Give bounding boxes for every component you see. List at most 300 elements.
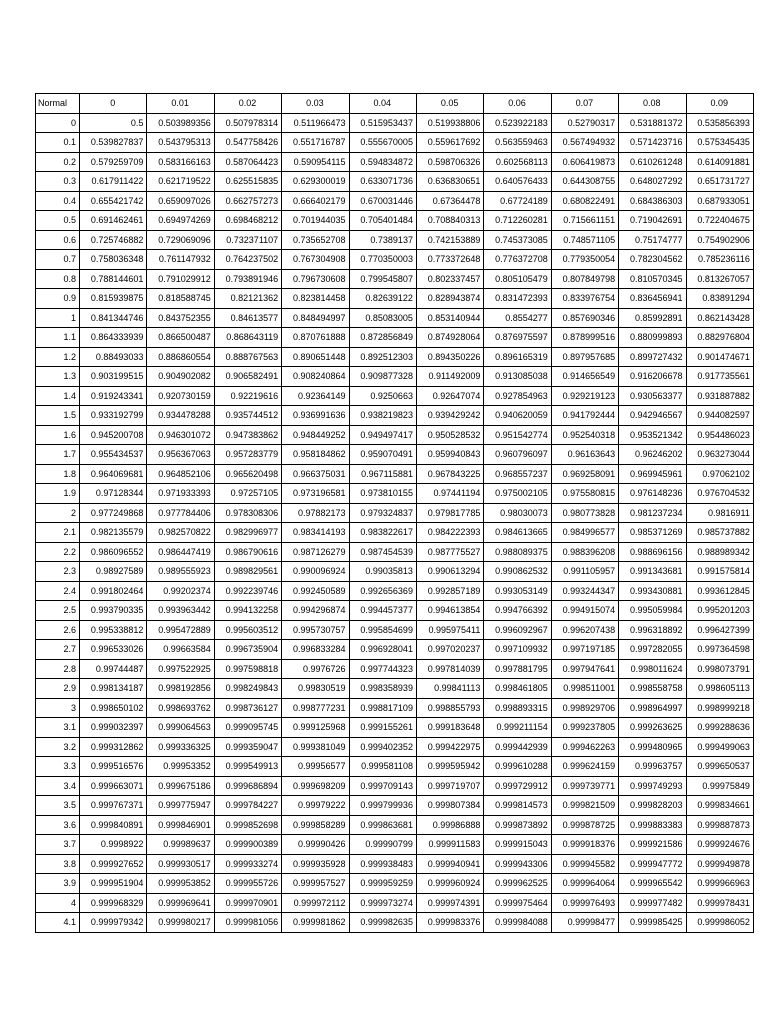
table-cell: 0.745373085 bbox=[484, 230, 551, 250]
table-cell: 0.995338812 bbox=[80, 620, 147, 640]
row-header: 4.1 bbox=[36, 913, 80, 933]
table-cell: 0.967843225 bbox=[416, 464, 483, 484]
table-cell: 0.999915043 bbox=[484, 835, 551, 855]
table-cell: 0.995059984 bbox=[619, 601, 686, 621]
table-cell: 0.999943306 bbox=[484, 854, 551, 874]
table-cell: 0.945200708 bbox=[80, 425, 147, 445]
table-cell: 0.982996977 bbox=[214, 523, 281, 543]
table-row bbox=[36, 542, 754, 562]
table-cell: 0.996427399 bbox=[686, 620, 753, 640]
row-header: 1 bbox=[36, 308, 80, 328]
table-row bbox=[36, 367, 754, 387]
table-row bbox=[36, 328, 754, 348]
table-cell: 0.990096924 bbox=[282, 562, 349, 582]
table-cell: 0.722404675 bbox=[686, 211, 753, 231]
table-cell: 0.636830651 bbox=[416, 172, 483, 192]
table-cell: 0.993244347 bbox=[551, 581, 618, 601]
table-cell: 0.995975411 bbox=[416, 620, 483, 640]
table-cell: 0.942946567 bbox=[619, 406, 686, 426]
row-header: 0.5 bbox=[36, 211, 80, 231]
table-cell: 0.99998477 bbox=[551, 913, 618, 933]
table-cell: 0.999863681 bbox=[349, 815, 416, 835]
table-cell: 0.959070491 bbox=[349, 445, 416, 465]
table-cell: 0.999974391 bbox=[416, 893, 483, 913]
table-cell: 0.999972112 bbox=[282, 893, 349, 913]
row-header: 1.8 bbox=[36, 464, 80, 484]
row-header: 2.7 bbox=[36, 640, 80, 660]
table-cell: 0.99956577 bbox=[282, 757, 349, 777]
table-cell: 0.990613294 bbox=[416, 562, 483, 582]
table-cell: 0.9998922 bbox=[80, 835, 147, 855]
table-cell: 0.999945582 bbox=[551, 854, 618, 874]
table-cell: 0.98030073 bbox=[484, 503, 551, 523]
normal-distribution-table bbox=[35, 93, 754, 933]
table-cell: 0.99841113 bbox=[416, 679, 483, 699]
table-cell: 0.997598818 bbox=[214, 659, 281, 679]
table-cell: 0.999381049 bbox=[282, 737, 349, 757]
table-cell: 0.998893315 bbox=[484, 698, 551, 718]
table-cell: 0.987126279 bbox=[282, 542, 349, 562]
table-cell: 0.935744512 bbox=[214, 406, 281, 426]
table-cell: 0.708840313 bbox=[416, 211, 483, 231]
table-cell: 0.843752355 bbox=[147, 308, 214, 328]
table-cell: 0.916206678 bbox=[619, 367, 686, 387]
table-cell: 0.999986052 bbox=[686, 913, 753, 933]
table-cell: 0.992239746 bbox=[214, 581, 281, 601]
table-cell: 0.587064423 bbox=[214, 152, 281, 172]
table-cell: 0.575345435 bbox=[686, 133, 753, 153]
table-cell: 0.999900389 bbox=[214, 835, 281, 855]
table-cell: 0.929219123 bbox=[551, 386, 618, 406]
table-cell: 0.999981862 bbox=[282, 913, 349, 933]
table-cell: 0.901474671 bbox=[686, 347, 753, 367]
table-cell: 0.99744487 bbox=[80, 659, 147, 679]
table-cell: 0.555670005 bbox=[349, 133, 416, 153]
table-cell: 0.99986888 bbox=[416, 815, 483, 835]
table-cell: 0.651731727 bbox=[686, 172, 753, 192]
table-cell: 0.999155261 bbox=[349, 718, 416, 738]
table-cell: 0.999775947 bbox=[147, 796, 214, 816]
table-cell: 0.999970901 bbox=[214, 893, 281, 913]
table-cell: 0.719042691 bbox=[619, 211, 686, 231]
table-cell: 0.764237502 bbox=[214, 250, 281, 270]
table-cell: 0.712260281 bbox=[484, 211, 551, 231]
table-cell: 0.519938806 bbox=[416, 113, 483, 133]
table-cell: 0.982570822 bbox=[147, 523, 214, 543]
table-cell: 0.82121362 bbox=[214, 289, 281, 309]
table-cell: 0.913085038 bbox=[484, 367, 551, 387]
table-cell: 0.998192856 bbox=[147, 679, 214, 699]
table-cell: 0.991575814 bbox=[686, 562, 753, 582]
table-cell: 0.998605113 bbox=[686, 679, 753, 699]
table-cell: 0.999784227 bbox=[214, 796, 281, 816]
table-cell: 0.996207438 bbox=[551, 620, 618, 640]
table-cell: 0.960796097 bbox=[484, 445, 551, 465]
table-cell: 0.999767371 bbox=[80, 796, 147, 816]
table-cell: 0.725746882 bbox=[80, 230, 147, 250]
table-cell: 0.97257105 bbox=[214, 484, 281, 504]
table-cell: 0.606419873 bbox=[551, 152, 618, 172]
table-cell: 0.973810155 bbox=[349, 484, 416, 504]
table-cell: 0.543795313 bbox=[147, 133, 214, 153]
table-cell: 0.999979342 bbox=[80, 913, 147, 933]
table-cell: 0.956367063 bbox=[147, 445, 214, 465]
table-cell: 0.866500487 bbox=[147, 328, 214, 348]
table-cell: 0.999610288 bbox=[484, 757, 551, 777]
table-cell: 0.99979222 bbox=[282, 796, 349, 816]
table-cell: 0.988989342 bbox=[686, 542, 753, 562]
table-cell: 0.999935928 bbox=[282, 854, 349, 874]
table-cell: 0.999480965 bbox=[619, 737, 686, 757]
row-header: 2.2 bbox=[36, 542, 80, 562]
table-cell: 0.999402352 bbox=[349, 737, 416, 757]
row-header: 0.3 bbox=[36, 172, 80, 192]
table-row bbox=[36, 152, 754, 172]
table-cell: 0.868643119 bbox=[214, 328, 281, 348]
table-cell: 0.523922183 bbox=[484, 113, 551, 133]
table-cell: 0.813267057 bbox=[686, 269, 753, 289]
table-cell: 0.899727432 bbox=[619, 347, 686, 367]
column-header: 0.09 bbox=[686, 94, 753, 114]
table-cell: 0.999973274 bbox=[349, 893, 416, 913]
table-row bbox=[36, 698, 754, 718]
table-cell: 0.999125968 bbox=[282, 718, 349, 738]
table-cell: 0.799545807 bbox=[349, 269, 416, 289]
table-cell: 0.999581108 bbox=[349, 757, 416, 777]
table-cell: 0.949497417 bbox=[349, 425, 416, 445]
table-cell: 0.999821509 bbox=[551, 796, 618, 816]
row-header: 0 bbox=[36, 113, 80, 133]
table-cell: 0.614091881 bbox=[686, 152, 753, 172]
table-cell: 0.986447419 bbox=[147, 542, 214, 562]
table-cell: 0.886860554 bbox=[147, 347, 214, 367]
table-cell: 0.598706326 bbox=[416, 152, 483, 172]
table-cell: 0.776372708 bbox=[484, 250, 551, 270]
table-cell: 0.993963442 bbox=[147, 601, 214, 621]
table-cell: 0.999237805 bbox=[551, 718, 618, 738]
row-header: 3.7 bbox=[36, 835, 80, 855]
table-cell: 0.994613854 bbox=[416, 601, 483, 621]
table-cell: 0.999729912 bbox=[484, 776, 551, 796]
table-cell: 0.967115881 bbox=[349, 464, 416, 484]
header-row bbox=[36, 94, 754, 114]
table-cell: 0.999976493 bbox=[551, 893, 618, 913]
row-header: 2.9 bbox=[36, 679, 80, 699]
table-cell: 0.980773828 bbox=[551, 503, 618, 523]
table-cell: 0.995603512 bbox=[214, 620, 281, 640]
table-cell: 0.994766392 bbox=[484, 601, 551, 621]
table-cell: 0.539827837 bbox=[80, 133, 147, 153]
table-cell: 0.968557237 bbox=[484, 464, 551, 484]
table-cell: 0.997744323 bbox=[349, 659, 416, 679]
row-header: 0.4 bbox=[36, 191, 80, 211]
table-cell: 0.999828203 bbox=[619, 796, 686, 816]
table-cell: 0.999359047 bbox=[214, 737, 281, 757]
table-cell: 0.999953852 bbox=[147, 874, 214, 894]
row-header: 3.6 bbox=[36, 815, 80, 835]
table-cell: 0.995472889 bbox=[147, 620, 214, 640]
table-cell: 0.758036348 bbox=[80, 250, 147, 270]
table-row bbox=[36, 562, 754, 582]
table-cell: 0.96163643 bbox=[551, 445, 618, 465]
table-cell: 0.991343681 bbox=[619, 562, 686, 582]
table-row bbox=[36, 640, 754, 660]
table-cell: 0.610261248 bbox=[619, 152, 686, 172]
table-cell: 0.92647074 bbox=[416, 386, 483, 406]
table-cell: 0.917735561 bbox=[686, 367, 753, 387]
table-cell: 0.828943874 bbox=[416, 289, 483, 309]
table-cell: 0.85992891 bbox=[619, 308, 686, 328]
table-cell: 0.998999218 bbox=[686, 698, 753, 718]
row-header: 3.5 bbox=[36, 796, 80, 816]
table-cell: 0.998134187 bbox=[80, 679, 147, 699]
table-cell: 0.84613577 bbox=[214, 308, 281, 328]
table-cell: 0.930563377 bbox=[619, 386, 686, 406]
table-row bbox=[36, 425, 754, 445]
table-cell: 0.853140944 bbox=[416, 308, 483, 328]
row-header: 0.7 bbox=[36, 250, 80, 270]
table-row bbox=[36, 464, 754, 484]
row-header: 0.6 bbox=[36, 230, 80, 250]
table-cell: 0.988089375 bbox=[484, 542, 551, 562]
table-cell: 0.908240864 bbox=[282, 367, 349, 387]
table-cell: 0.547758426 bbox=[214, 133, 281, 153]
table-cell: 0.625515835 bbox=[214, 172, 281, 192]
table-cell: 0.882976804 bbox=[686, 328, 753, 348]
row-header: 1.2 bbox=[36, 347, 80, 367]
table-cell: 0.99202374 bbox=[147, 581, 214, 601]
table-row bbox=[36, 737, 754, 757]
table-cell: 0.999960924 bbox=[416, 874, 483, 894]
table-cell: 0.535856393 bbox=[686, 113, 753, 133]
table-cell: 0.802337457 bbox=[416, 269, 483, 289]
table-cell: 0.999422975 bbox=[416, 737, 483, 757]
table-cell: 0.939429242 bbox=[416, 406, 483, 426]
table-cell: 0.995730757 bbox=[282, 620, 349, 640]
table-cell: 0.779350054 bbox=[551, 250, 618, 270]
table-cell: 0.996928041 bbox=[349, 640, 416, 660]
table-cell: 0.999064563 bbox=[147, 718, 214, 738]
table-cell: 0.979324837 bbox=[349, 503, 416, 523]
table-row bbox=[36, 503, 754, 523]
table-cell: 0.999663071 bbox=[80, 776, 147, 796]
table-cell: 0.648027292 bbox=[619, 172, 686, 192]
table-cell: 0.999933274 bbox=[214, 854, 281, 874]
table-cell: 0.994132258 bbox=[214, 601, 281, 621]
table-cell: 0.602568113 bbox=[484, 152, 551, 172]
table-cell: 0.640576433 bbox=[484, 172, 551, 192]
table-cell: 0.999965542 bbox=[619, 874, 686, 894]
table-row bbox=[36, 347, 754, 367]
column-header: 0.06 bbox=[484, 94, 551, 114]
table-cell: 0.903199515 bbox=[80, 367, 147, 387]
table-cell: 0.872856849 bbox=[349, 328, 416, 348]
table-cell: 0.732371107 bbox=[214, 230, 281, 250]
table-cell: 0.999499063 bbox=[686, 737, 753, 757]
table-cell: 0.687933051 bbox=[686, 191, 753, 211]
table-cell: 0.999624159 bbox=[551, 757, 618, 777]
table-cell: 0.998929706 bbox=[551, 698, 618, 718]
table-row bbox=[36, 211, 754, 231]
table-row bbox=[36, 796, 754, 816]
table-cell: 0.997020237 bbox=[416, 640, 483, 660]
row-header: 3.4 bbox=[36, 776, 80, 796]
table-cell: 0.617911422 bbox=[80, 172, 147, 192]
table-cell: 0.950528532 bbox=[416, 425, 483, 445]
row-header: 0.2 bbox=[36, 152, 80, 172]
table-cell: 0.955434537 bbox=[80, 445, 147, 465]
table-cell: 0.92364149 bbox=[282, 386, 349, 406]
table-cell: 0.999938483 bbox=[349, 854, 416, 874]
row-header: 1.7 bbox=[36, 445, 80, 465]
table-cell: 0.748571105 bbox=[551, 230, 618, 250]
table-row bbox=[36, 893, 754, 913]
table-cell: 0.888767563 bbox=[214, 347, 281, 367]
table-cell: 0.633071736 bbox=[349, 172, 416, 192]
table-cell: 0.973196581 bbox=[282, 484, 349, 504]
table-cell: 0.997197185 bbox=[551, 640, 618, 660]
table-row bbox=[36, 133, 754, 153]
table-cell: 0.999840891 bbox=[80, 815, 147, 835]
row-header: 3.1 bbox=[36, 718, 80, 738]
table-cell: 0.841344746 bbox=[80, 308, 147, 328]
table-cell: 0.999966963 bbox=[686, 874, 753, 894]
corner-label: Normal bbox=[36, 94, 80, 114]
table-cell: 0.815939875 bbox=[80, 289, 147, 309]
table-cell: 0.944082597 bbox=[686, 406, 753, 426]
table-cell: 0.782304562 bbox=[619, 250, 686, 270]
table-cell: 0.571423716 bbox=[619, 133, 686, 153]
table-cell: 0.67364478 bbox=[416, 191, 483, 211]
table-cell: 0.999263625 bbox=[619, 718, 686, 738]
table-cell: 0.701944035 bbox=[282, 211, 349, 231]
table-cell: 0.998249843 bbox=[214, 679, 281, 699]
table-cell: 0.931887882 bbox=[686, 386, 753, 406]
table-cell: 0.503989356 bbox=[147, 113, 214, 133]
table-cell: 0.99989637 bbox=[147, 835, 214, 855]
table-cell: 0.999940941 bbox=[416, 854, 483, 874]
table-cell: 0.997364598 bbox=[686, 640, 753, 660]
table-cell: 0.991105957 bbox=[551, 562, 618, 582]
table-row bbox=[36, 659, 754, 679]
table-cell: 0.999183648 bbox=[416, 718, 483, 738]
row-header: 2.1 bbox=[36, 523, 80, 543]
table-cell: 0.983822617 bbox=[349, 523, 416, 543]
table-cell: 0.97062102 bbox=[686, 464, 753, 484]
table-cell: 0.976148236 bbox=[619, 484, 686, 504]
row-header: 0.8 bbox=[36, 269, 80, 289]
table-cell: 0.874928064 bbox=[416, 328, 483, 348]
table-cell: 0.836456941 bbox=[619, 289, 686, 309]
table-cell: 0.989829561 bbox=[214, 562, 281, 582]
table-cell: 0.999977482 bbox=[619, 893, 686, 913]
table-cell: 0.995854699 bbox=[349, 620, 416, 640]
table-cell: 0.938219823 bbox=[349, 406, 416, 426]
row-header: 3.2 bbox=[36, 737, 80, 757]
row-header: 2.8 bbox=[36, 659, 80, 679]
table-cell: 0.999650537 bbox=[686, 757, 753, 777]
table-cell: 0.818588745 bbox=[147, 289, 214, 309]
table-row bbox=[36, 815, 754, 835]
table-cell: 0.770350003 bbox=[349, 250, 416, 270]
table-cell: 0.767304908 bbox=[282, 250, 349, 270]
table-cell: 0.999983376 bbox=[416, 913, 483, 933]
table-cell: 0.984222393 bbox=[416, 523, 483, 543]
table-row bbox=[36, 776, 754, 796]
table-cell: 0.911492009 bbox=[416, 367, 483, 387]
table-cell: 0.954486023 bbox=[686, 425, 753, 445]
table-cell: 0.785236116 bbox=[686, 250, 753, 270]
table-cell: 0.999947772 bbox=[619, 854, 686, 874]
table-cell: 0.999834661 bbox=[686, 796, 753, 816]
table-cell: 0.999807384 bbox=[416, 796, 483, 816]
table-cell: 0.998511001 bbox=[551, 679, 618, 699]
table-cell: 0.857690346 bbox=[551, 308, 618, 328]
row-header: 1.6 bbox=[36, 425, 80, 445]
table-cell: 0.761147932 bbox=[147, 250, 214, 270]
table-cell: 0.993612845 bbox=[686, 581, 753, 601]
row-header: 3 bbox=[36, 698, 80, 718]
table-cell: 0.978308306 bbox=[214, 503, 281, 523]
table-cell: 0.953521342 bbox=[619, 425, 686, 445]
table-cell: 0.705401484 bbox=[349, 211, 416, 231]
table-cell: 0.936991636 bbox=[282, 406, 349, 426]
table-cell: 0.680822491 bbox=[551, 191, 618, 211]
table-cell: 0.941792444 bbox=[551, 406, 618, 426]
table-cell: 0.971933393 bbox=[147, 484, 214, 504]
column-header: 0.04 bbox=[349, 94, 416, 114]
table-row bbox=[36, 718, 754, 738]
table-cell: 0.999951904 bbox=[80, 874, 147, 894]
table-cell: 0.958184862 bbox=[282, 445, 349, 465]
table-cell: 0.985371269 bbox=[619, 523, 686, 543]
table-cell: 0.629300019 bbox=[282, 172, 349, 192]
table-cell: 0.998558758 bbox=[619, 679, 686, 699]
table-cell: 0.848494997 bbox=[282, 308, 349, 328]
table-row bbox=[36, 913, 754, 933]
row-header: 2 bbox=[36, 503, 80, 523]
column-header: 0.02 bbox=[214, 94, 281, 114]
table-cell: 0.951542774 bbox=[484, 425, 551, 445]
table-cell: 0.940620059 bbox=[484, 406, 551, 426]
table-cell: 0.999719707 bbox=[416, 776, 483, 796]
table-cell: 0.998358939 bbox=[349, 679, 416, 699]
table-cell: 0.999799936 bbox=[349, 796, 416, 816]
table-cell: 0.992450589 bbox=[282, 581, 349, 601]
table-cell: 0.7389137 bbox=[349, 230, 416, 250]
table-row bbox=[36, 308, 754, 328]
table-cell: 0.999883383 bbox=[619, 815, 686, 835]
table-cell: 0.969945961 bbox=[619, 464, 686, 484]
table-cell: 0.999949878 bbox=[686, 854, 753, 874]
table-cell: 0.927854963 bbox=[484, 386, 551, 406]
table-cell: 0.999709143 bbox=[349, 776, 416, 796]
table-cell: 0.515953437 bbox=[349, 113, 416, 133]
table-row bbox=[36, 445, 754, 465]
table-body bbox=[36, 94, 754, 933]
table-cell: 0.933192799 bbox=[80, 406, 147, 426]
table-cell: 0.67724189 bbox=[484, 191, 551, 211]
table-cell: 0.791029912 bbox=[147, 269, 214, 289]
table-cell: 0.999980217 bbox=[147, 913, 214, 933]
table-cell: 0.735652708 bbox=[282, 230, 349, 250]
table-row bbox=[36, 484, 754, 504]
table-cell: 0.977784406 bbox=[147, 503, 214, 523]
row-header: 1.5 bbox=[36, 406, 80, 426]
table-cell: 0.99953352 bbox=[147, 757, 214, 777]
table-cell: 0.998073791 bbox=[686, 659, 753, 679]
table-cell: 0.997814039 bbox=[416, 659, 483, 679]
